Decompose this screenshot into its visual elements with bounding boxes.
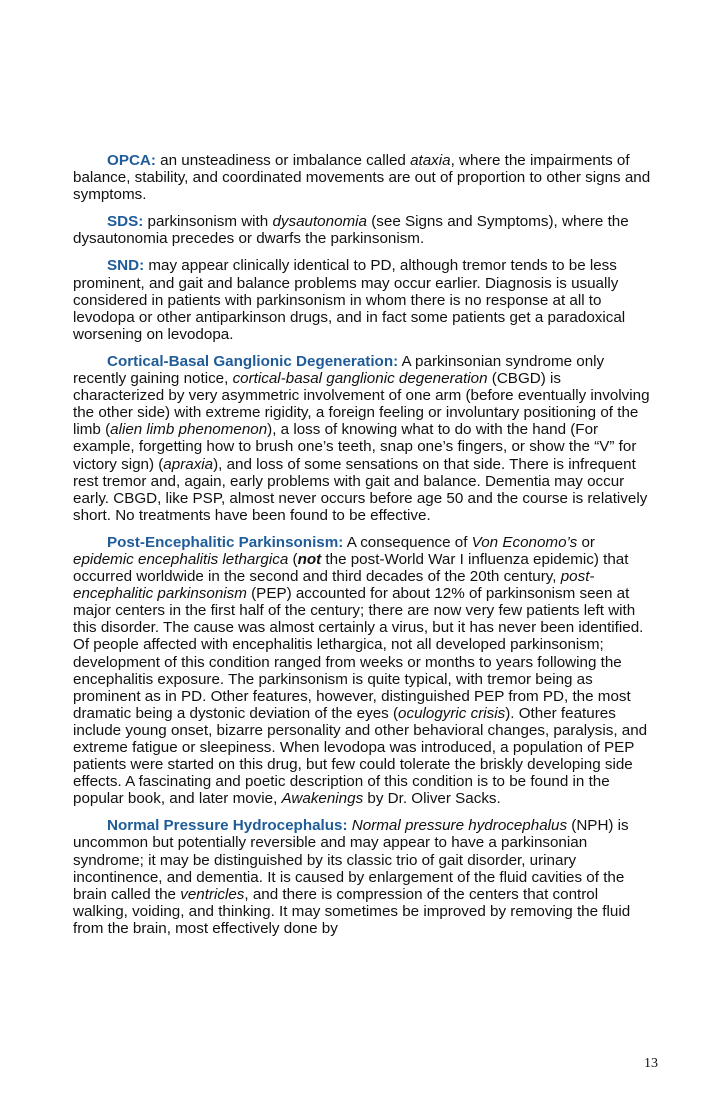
term-von-economo: Von Economo’s (471, 533, 578, 551)
paragraph-pep: Post-Encephalitic Parkinsonism: A consequence of Von Economo’s or epidemic encephalitis lethargica (not the post-World War I influenza epidemic) that occurred worldwide in the second and third decades of the 20th century, post-encephalitic parkinsonism (PEP) accounted for about 12% of parkinsonism seen at major centers in the first half of the century; there are now very few patients left with this disorder. The cause was almost certainly a virus, but it has never been identified. Of people affected with encephalitis lethargica, not all developed parkinsonism; development of this condition ranged from weeks or months to years following the encephalitis exposure. The parkinsonism is quite typical, with tremor being as prominent as in PD. Other features, however, distinguished PEP from PD, the most dramatic being a dystonic deviation of the eyes (oculogyric crisis). Other features include young onset, bizarre personality and other behavioral changes, paralysis, and extreme fatigue or sleepiness. When levodopa was introduced, a population of PEP patients were started on this drug, but few could tolerate the briskly developing side effects. A fascinating and poetic description of this condition is to be found in the popular book, and later movie, Awakenings by Dr. Oliver Sacks. (73, 533, 648, 808)
term-pep: post-encephalitic parkinsonism (73, 568, 595, 603)
paragraph-cbgd: Cortical-Basal Ganglionic Degeneration: A parkinsonian syndrome only recently gaining notice, cortical-basal ganglionic degeneration (CBGD) is characterized by very asymmetric involvement of one arm (before eventually involving the other side) with extreme rigidity, a foreign feeling or involuntary positioning of the limb (alien limb phenomenon), a loss of knowing what to do with the hand (For example, forgetting how to brush one’s teeth, snap one’s fingers, or show the “V” for victory sign) (apraxia), and loss of some sensations on that side. There is infrequent rest tremor and, again, early problems with gait and balance. Dementia may occur early. CBGD, like PSP, almost never occurs before age 50 and the course is relatively short. No treatments have been found to be effective. (73, 352, 650, 524)
term-ataxia: ataxia (410, 152, 451, 169)
paragraph-snd: SND: may appear clinically identical to PD, although tremor tends to be less prominent, and gait and balance problems may occur earlier. Diagnosis is usually considered in patients with parkinsonism in whom there is no response at all to levodopa or other antiparkinson drugs, and in fact some patients get a paradoxical worsening on levodopa. (73, 257, 626, 343)
term-oculogyric-crisis: oculogyric crisis (398, 704, 506, 722)
term-cbgd: cortical-basal ganglionic degeneration (232, 370, 488, 388)
page-body (73, 152, 656, 947)
heading-pep: Post-Encephalitic Parkinsonism: (107, 533, 344, 551)
paragraph-sds: SDS: parkinsonism with dysautonomia (see Signs and Symptoms), where the dysautonomia precedes or dwarfs the parkinsonism. (73, 213, 629, 248)
heading-cbgd: Cortical-Basal Ganglionic Degeneration: (107, 352, 399, 370)
term-apraxia: apraxia (163, 455, 214, 473)
paragraph-nph: Normal Pressure Hydrocephalus: Normal pressure hydrocephalus (NPH) is uncommon but potentially reversible and may appear to have a parkinsonian syndrome; it may be distinguished by its classic trio of gait disorder, urinary incontinence, and dementia. It is caused by enlargement of the fluid cavities of the brain called the ventricles, and there is compression of the centers that control walking, voiding, and thinking. It may sometimes be improved by removing the fluid from the brain, most effectively done by (73, 817, 631, 937)
page-number: 13 (644, 1056, 658, 1071)
heading-sds: SDS: (107, 213, 144, 231)
term-ventricles: ventricles (180, 885, 245, 903)
term-nph: Normal pressure hydrocephalus (351, 817, 568, 835)
title-awakenings: Awakenings (281, 790, 364, 808)
heading-nph: Normal Pressure Hydrocephalus: (107, 817, 348, 835)
paragraph-opca: OPCA: an unsteadiness or imbalance called ataxia, where the impairments of balance, stability, and coordinated movements are out of proportion to other signs and symptoms. (73, 152, 651, 204)
term-epidemic-encephalitis: epidemic encephalitis lethargica (73, 550, 289, 568)
term-dysautonomia: dysautonomia (272, 213, 367, 231)
heading-snd: SND: (107, 257, 145, 275)
term-alien-limb: alien limb phenomenon (110, 421, 268, 439)
heading-opca: OPCA: (107, 152, 156, 169)
emphasis-not: not (297, 550, 322, 568)
